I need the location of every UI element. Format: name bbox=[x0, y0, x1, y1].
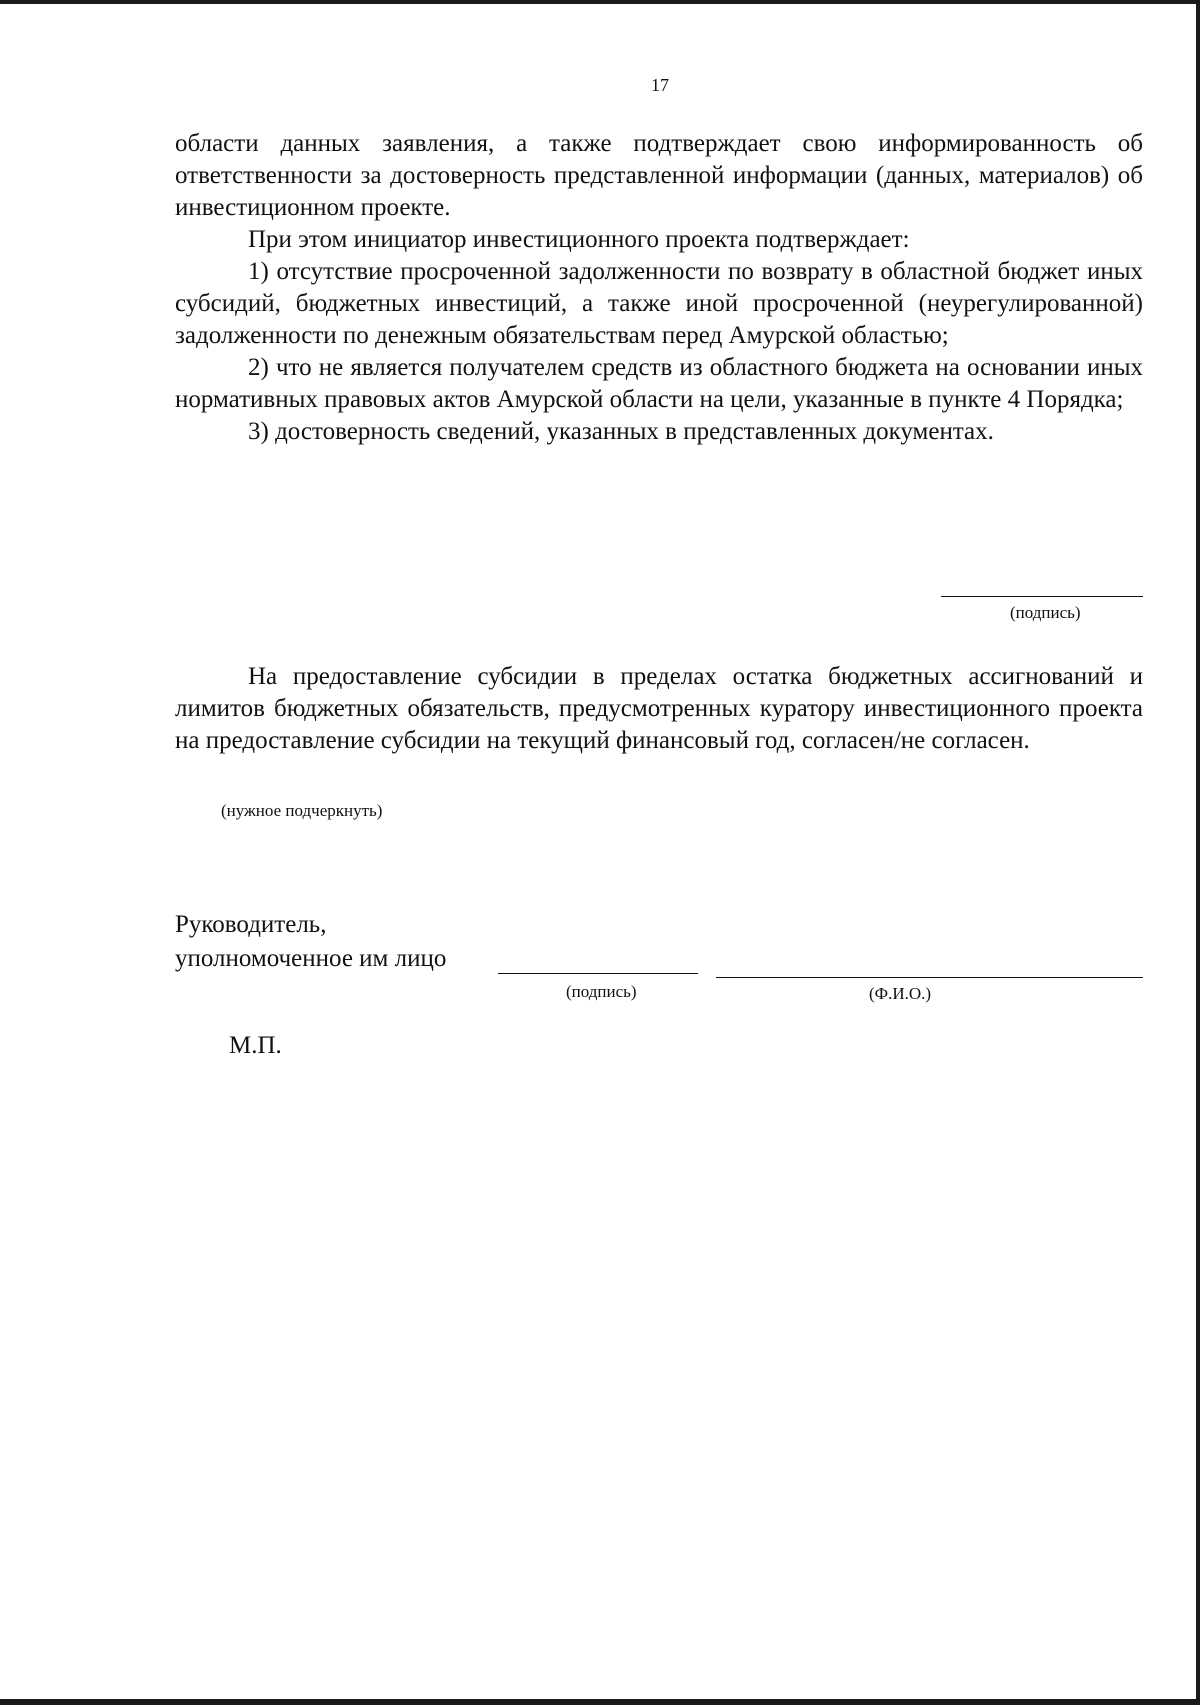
scan-edge-bottom bbox=[0, 1699, 1200, 1705]
consent-paragraph: На предоставление субсидии в пределах остатка бюджетных ассигнований и лимитов бюджетных обязательств, предусмотренных куратору инвестиционного проекта на предоставление субсидии на текущий финансовый год, согласен/не согласен. bbox=[175, 663, 1143, 754]
paragraph-item-2: 2) что не является получателем средств из областного бюджета на основании иных нормативных правовых актов Амурской области на цели, указанные в пункте 4 Порядка; bbox=[175, 354, 1143, 413]
signatory-role-line-2: уполномоченное им лицо bbox=[175, 945, 447, 972]
signature-label-initiator: (подпись) bbox=[1010, 603, 1081, 622]
signature-line-initiator bbox=[941, 596, 1143, 597]
signatory-role-line-1: Руководитель, bbox=[175, 911, 327, 938]
stamp-place-label: М.П. bbox=[229, 1032, 282, 1059]
scan-edge-top bbox=[0, 0, 1200, 4]
consent-hint: (нужное подчеркнуть) bbox=[221, 801, 383, 820]
paragraph-confirms-intro: При этом инициатор инвестиционного проекта подтверждает: bbox=[248, 226, 910, 253]
body-text bbox=[175, 128, 1143, 448]
signature-line-head bbox=[498, 973, 698, 974]
paragraph-info-responsibility: области данных заявления, а также подтверждает свою информированность об ответственности за достоверность представленной информации (данных, материалов) об инвестиционном проекте. bbox=[175, 130, 1143, 221]
page-number: 17 bbox=[651, 75, 669, 95]
paragraph-item-3: 3) достоверность сведений, указанных в представленных документах. bbox=[248, 418, 994, 445]
scan-edge-right bbox=[1196, 0, 1200, 1705]
name-line-head bbox=[716, 977, 1143, 978]
name-label-head: (Ф.И.О.) bbox=[869, 984, 932, 1003]
signature-label-head: (подпись) bbox=[566, 982, 637, 1001]
paragraph-item-1: 1) отсутствие просроченной задолженности по возврату в областной бюджет иных субсидий, бюджетных инвестиций, а также иной просроченной (неурегулированной) задолженности по денежным обязательствам перед Амурской областью; bbox=[175, 258, 1143, 349]
consent-block bbox=[175, 661, 1143, 757]
